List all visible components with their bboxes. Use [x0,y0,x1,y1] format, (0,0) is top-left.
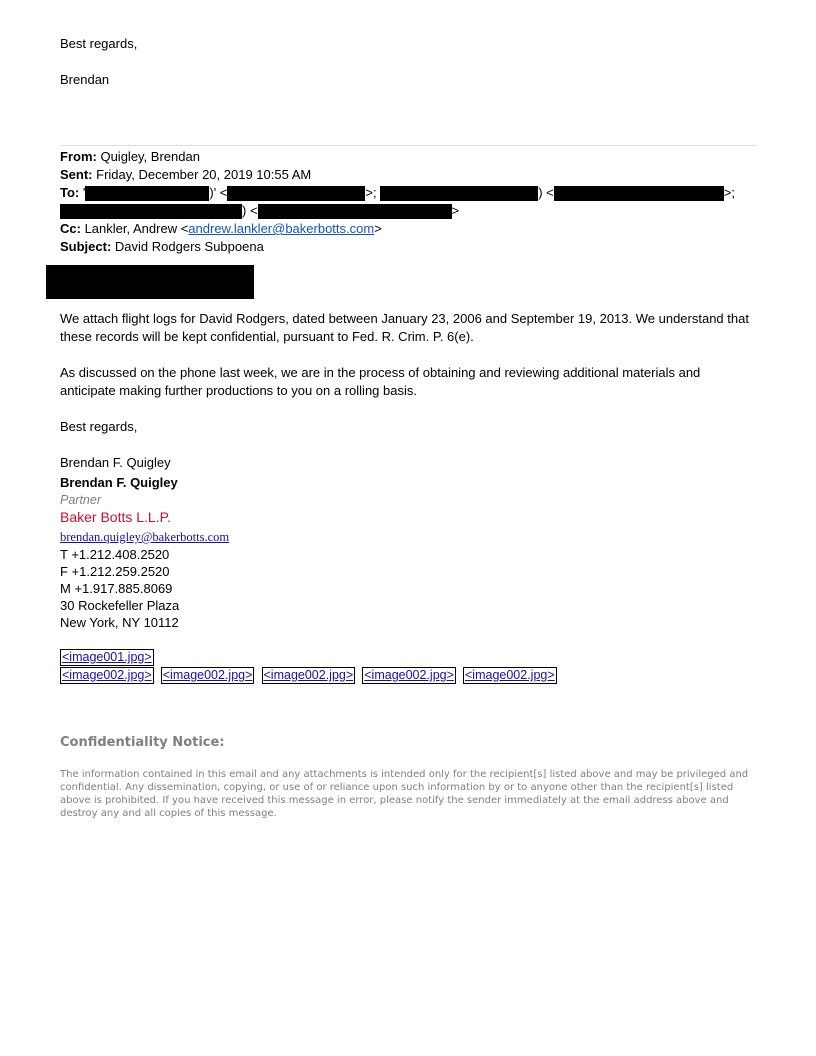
body-paragraph-1: We attach flight logs for David Rodgers, dated between January 23, 2006 and September 19, 2013. We understand that these records will be kept confidential, pursuant to Fed. R. Crim. P. 6(e). [60,311,749,344]
to-label: To: [60,185,80,200]
to-line [60,184,735,202]
signature-role: Partner [60,493,101,507]
sender-first-name: Brendan [60,72,110,87]
subject-label: Subject: [60,239,112,254]
attachment-link[interactable]: <image002.jpg> [465,668,555,682]
redaction-block [60,204,242,219]
from-value: Quigley, Brendan [100,149,200,164]
redaction-block [380,186,538,201]
to-punct-6: ) < [242,203,258,218]
attachment-link[interactable]: <image002.jpg> [263,668,354,682]
to-punct-5: >; [723,185,735,200]
confidentiality-text: The information contained in this email and any attachments is intended only for the recipient[s] listed above and may be privileged and confidential. Any dissemination, copying, or use of or reliance upon such information by or to anyone other than the recipient[s] listed above is prohibited. If you have received this message in error, please notify the sender immediately at the email address above and destroy any and all copies of this message. [60,769,749,819]
signature-name [60,474,178,492]
to-punct-2: )' < [209,185,228,200]
signature-email-link[interactable]: brendan.quigley@bakerbotts.com [60,530,230,544]
confidentiality-title: Confidentiality Notice: [60,735,225,750]
cc-line [60,220,382,238]
to-line-cont [60,202,459,220]
signature-phone-m: M +1.917.885.8069 [60,581,173,596]
subject-value: David Rodgers Subpoena [114,239,264,254]
cc-label: Cc: [60,221,81,236]
attachments-row-2 [60,664,559,684]
cc-close: > [374,221,382,236]
signature-phone-f: F +1.212.259.2520 [60,564,170,579]
from-line [60,148,200,166]
signature-name-text: Brendan F. Quigley [60,475,178,490]
redaction-block [554,186,724,201]
attachment-link[interactable]: <image002.jpg> [62,668,152,682]
redaction-block [258,204,452,219]
cc-email-link[interactable]: andrew.lankler@bakerbotts.com [188,221,375,236]
body-paragraph-2: As discussed on the phone last week, we are in the process of obtaining and reviewing additional materials and anticipate making further productions to you on a rolling basis. [60,365,701,398]
body-closing: Best regards, [60,419,138,434]
to-punct-4: ) < [538,185,554,200]
signature-phone-t: T +1.212.408.2520 [60,547,170,562]
cc-name: Lankler, Andrew < [84,221,189,236]
attachments-row-1 [60,646,156,666]
attachment-link[interactable]: <image002.jpg> [162,668,253,682]
to-punct-3: >; [365,185,377,200]
to-punct-1: ' [82,185,86,200]
subject-line [60,238,264,256]
header-divider [60,145,757,146]
sent-value: Friday, December 20, 2019 10:55 AM [96,167,312,182]
sent-label: Sent: [60,167,93,182]
signature-address-2: New York, NY 10112 [60,615,179,630]
from-label: From: [60,149,97,164]
closing-text: Best regards, [60,36,138,51]
attachment-link[interactable]: <image001.jpg> [62,650,152,664]
signature-firm: Baker Botts L.L.P. [60,509,172,525]
attachment-link[interactable]: <image002.jpg> [364,668,454,682]
sent-line [60,166,311,184]
redaction-block [227,186,365,201]
body-sign-name: Brendan F. Quigley [60,455,171,470]
redaction-block-large [46,265,254,299]
to-punct-7: > [451,203,460,218]
redaction-block [82,185,209,201]
signature-address-1: 30 Rockefeller Plaza [60,598,180,613]
